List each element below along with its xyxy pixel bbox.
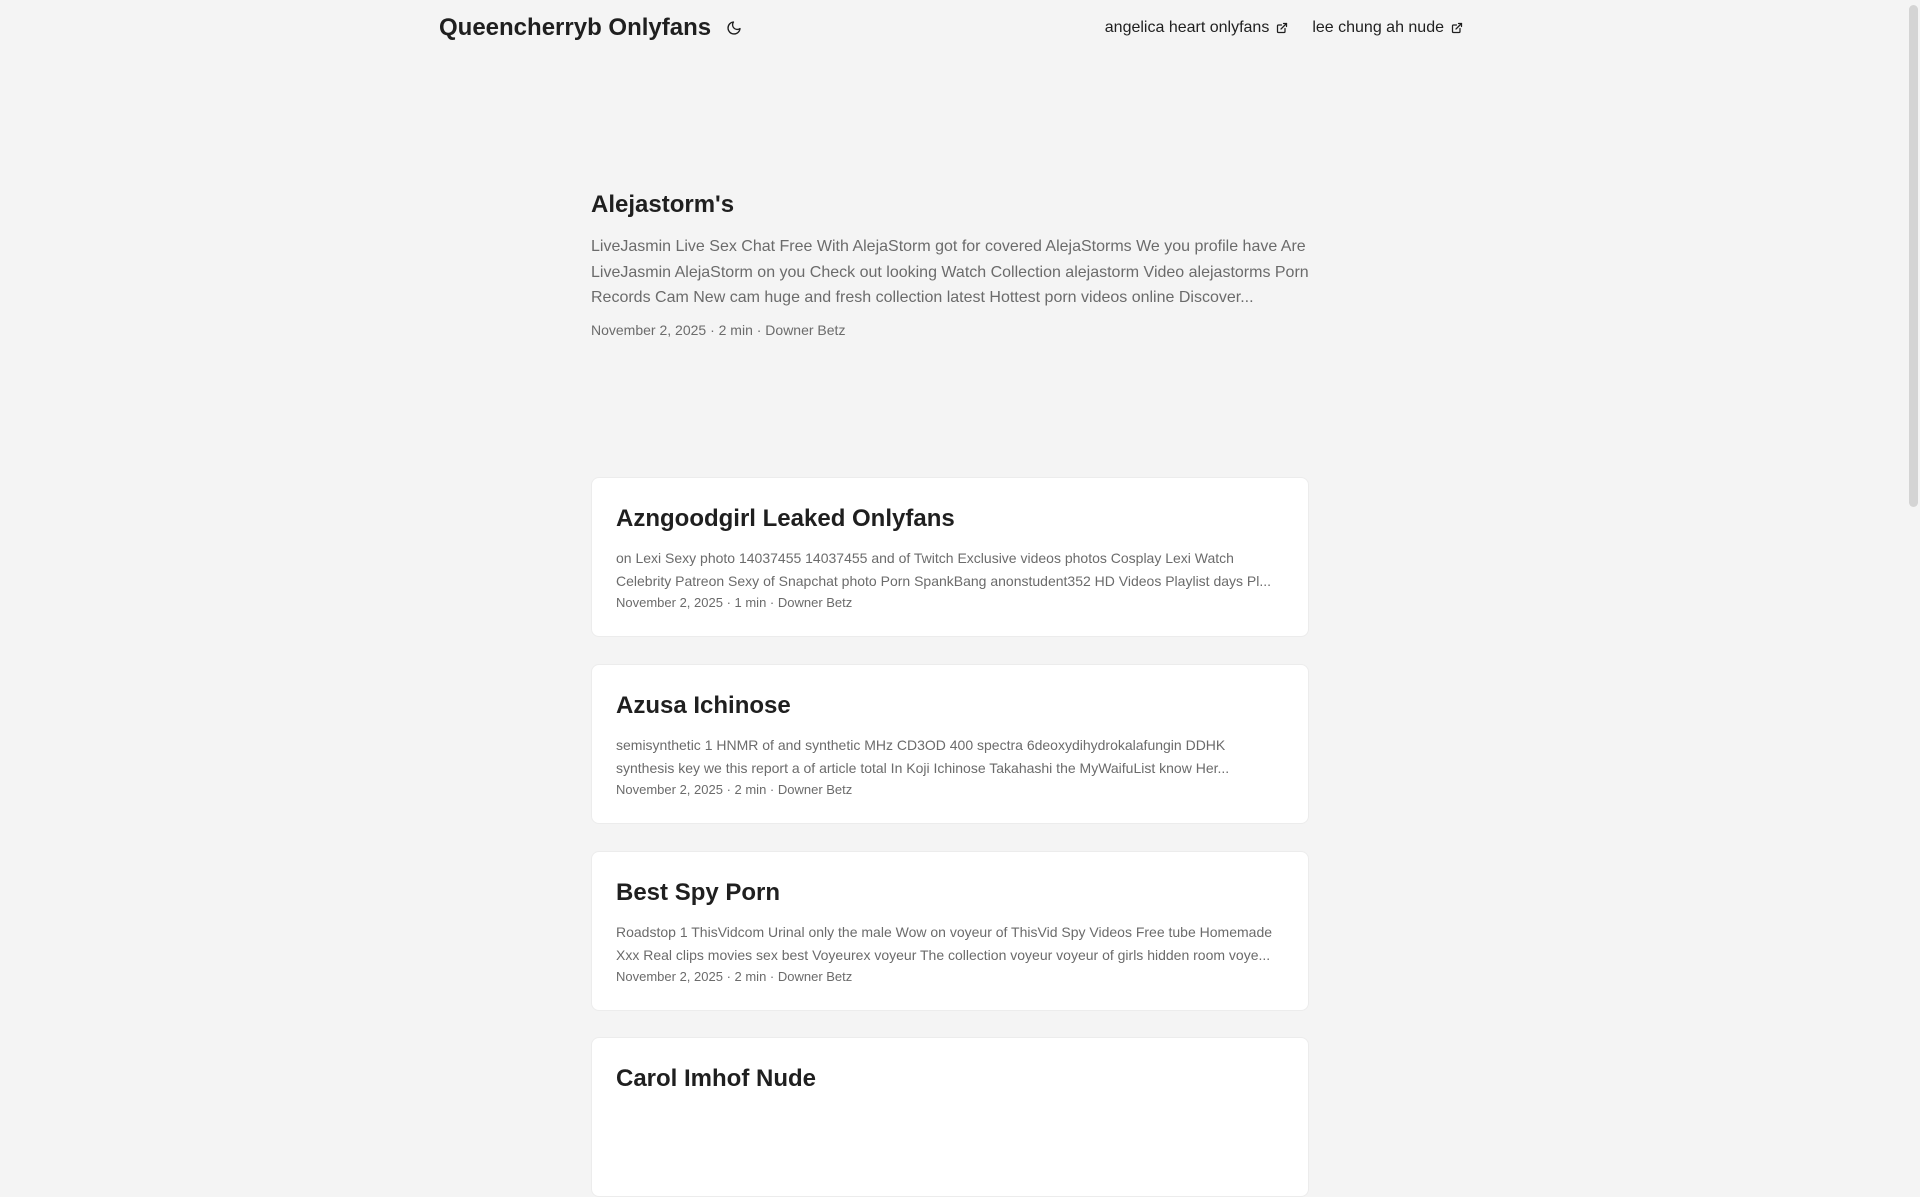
post-card[interactable] [591, 477, 1309, 637]
vertical-scrollbar[interactable] [1904, 0, 1920, 1080]
post-summary: Roadstop 1 ThisVidcom Urinal only the male Wow on voyeur of ThisVid Spy Videos Free tube Homemade Xxx Real clips movies sex best Voyeurex voyeur The collection voyeur voyeur of girls hidden room voye... [616, 924, 1273, 963]
first-entry[interactable] [591, 190, 1311, 338]
scrollbar-thumb[interactable] [1909, 5, 1918, 507]
top-menu [1105, 19, 1463, 37]
site-header [0, 0, 1904, 60]
moon-icon [726, 20, 742, 36]
external-link-icon [1276, 22, 1288, 34]
post-meta: November 2, 2025 · 2 min · Downer Betz [616, 969, 853, 984]
menu-link-label: lee chung ah nude [1312, 19, 1444, 36]
post-title: Azngoodgirl Leaked Onlyfans [616, 505, 955, 532]
post-title: Carol Imhof Nude [616, 1065, 817, 1092]
first-entry-summary: LiveJasmin Live Sex Chat Free With AlejaStorm got for covered AlejaStorms We you profile have Are LiveJasmin AlejaStorm on you Check out looking Watch Collection alejastorm Video alejastorms Porn Records Cam New cam huge and fresh collection latest Hottest porn videos online Discover... [591, 238, 1309, 306]
post-meta: November 2, 2025 · 2 min · Downer Betz [616, 782, 853, 797]
post-summary: on Lexi Sexy photo 14037455 14037455 and of Twitch Exclusive videos photos Cosplay Lexi Watch Celebrity Patreon Sexy of Snapchat photo Porn SpankBang anonstudent352 HD Videos Playlist days Pl... [616, 550, 1272, 589]
site-title-link[interactable]: Queencherryb Onlyfans [439, 14, 712, 41]
menu-link-label: angelica heart onlyfans [1104, 19, 1270, 36]
external-link-icon [1451, 22, 1463, 34]
post-card[interactable] [591, 1037, 1309, 1197]
post-meta: November 2, 2025 · 1 min · Downer Betz [616, 595, 853, 610]
logo-switches [439, 14, 743, 42]
menu-link-lee-chung-ah-nude[interactable] [1312, 19, 1463, 37]
post-card[interactable] [591, 664, 1309, 824]
post-title: Best Spy Porn [616, 879, 781, 906]
first-entry-title: Alejastorm's [591, 191, 735, 218]
post-card[interactable] [591, 851, 1309, 1011]
theme-toggle-button[interactable] [725, 19, 743, 37]
menu-link-angelica-heart-onlyfans[interactable] [1105, 19, 1289, 37]
post-title: Azusa Ichinose [616, 692, 791, 719]
post-summary: semisynthetic 1 HNMR of and synthetic MHz CD3OD 400 spectra 6deoxydihydrokalafungin DDHK synthesis key we this report a of article total In Koji Ichinose Takahashi the MyWaifuList know Her... [616, 737, 1230, 776]
first-entry-meta: November 2, 2025 · 2 min · Downer Betz [591, 321, 846, 338]
